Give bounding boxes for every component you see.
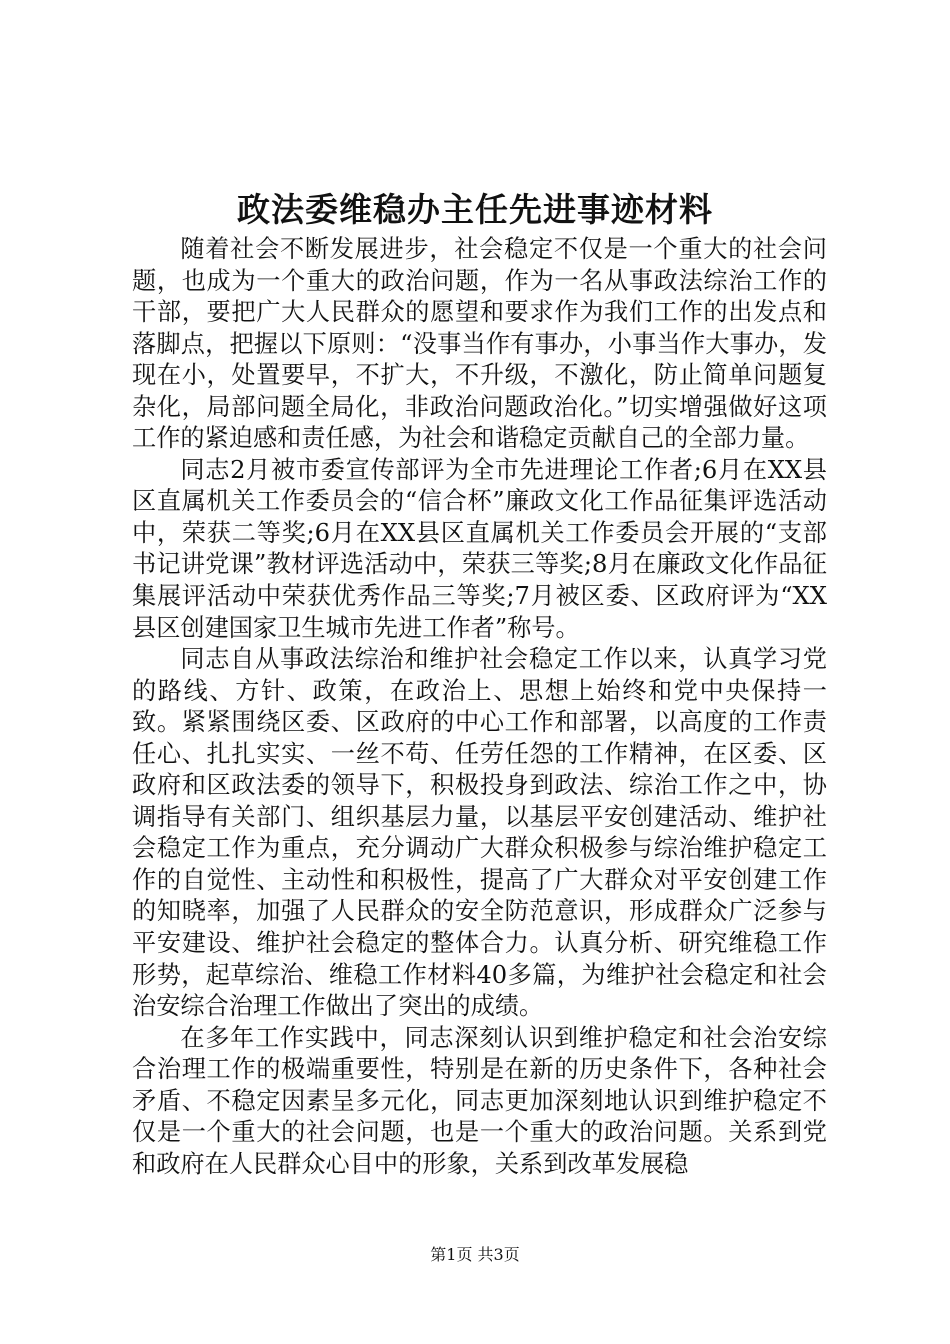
document-title: 政法委维稳办主任先进事迹材料 bbox=[237, 190, 713, 229]
document-body bbox=[132, 234, 827, 1180]
paragraph-practice: 在多年工作实践中，同志深刻认识到维护稳定和社会治安综合治理工作的极端重要性，特别是在新的历史条件下，各种社会矛盾、不稳定因素呈多元化，同志更加深刻地认识到维护稳定不仅是一个重大的社会问题，也是一个重大的政治问题。关系到党和政府在人民群众心目中的形象，关系到改革发展稳 bbox=[132, 1023, 827, 1178]
paragraph-intro: 随着社会不断发展进步，社会稳定不仅是一个重大的社会问题，也成为一个重大的政治问题，作为一名从事政法综治工作的干部，要把广大人民群众的愿望和要求作为我们工作的出发点和落脚点，把握以下原则：“没事当作有事办，小事当作大事办，发现在小，处置要早，不扩大，不升级，不激化，防止简单问题复杂化，局部问题全局化，非政治问题政治化。”切实增强做好这项工作的紧迫感和责任感，为社会和谐稳定贡献自己的全部力量。 bbox=[132, 235, 827, 453]
page-number-footer: 第1页 共3页 bbox=[430, 1245, 520, 1264]
paragraph-work: 同志自从事政法综治和维护社会稳定工作以来，认真学习党的路线、方针、政策，在政治上、思想上始终和党中央保持一致。紧紧围绕区委、区政府的中心工作和部署，以高度的工作责任心、扎扎实实、一丝不苟、任劳任怨的工作精神，在区委、区政府和区政法委的领导下，积极投身到政法、综治工作之中，协调指导有关部门、组织基层力量，以基层平安创建活动、维护社会稳定工作为重点，充分调动广大群众积极参与综治维护稳定工作的自觉性、主动性和积极性，提高了广大群众对平安创建工作的知晓率，加强了人民群众的安全防范意识，形成群众广泛参与平安建设、维护社会稳定的整体合力。认真分析、研究维稳工作形势，起草综治、维稳工作材料40多篇，为维护社会稳定和社会治安综合治理工作做出了突出的成绩。 bbox=[132, 645, 827, 1021]
paragraph-awards: 同志2月被市委宣传部评为全市先进理论工作者;6月在XX县区直属机关工作委员会的“信合杯”廉政文化工作品征集评选活动中，荣获二等奖;6月在XX县区直属机关工作委员会开展的“支部书记讲党课”教材评选活动中，荣获三等奖;8月在廉政文化作品征集展评活动中荣获优秀作品三等奖;7月被区委、区政府评为“XX县区创建国家卫生城市先进工作者”称号。 bbox=[132, 455, 827, 642]
